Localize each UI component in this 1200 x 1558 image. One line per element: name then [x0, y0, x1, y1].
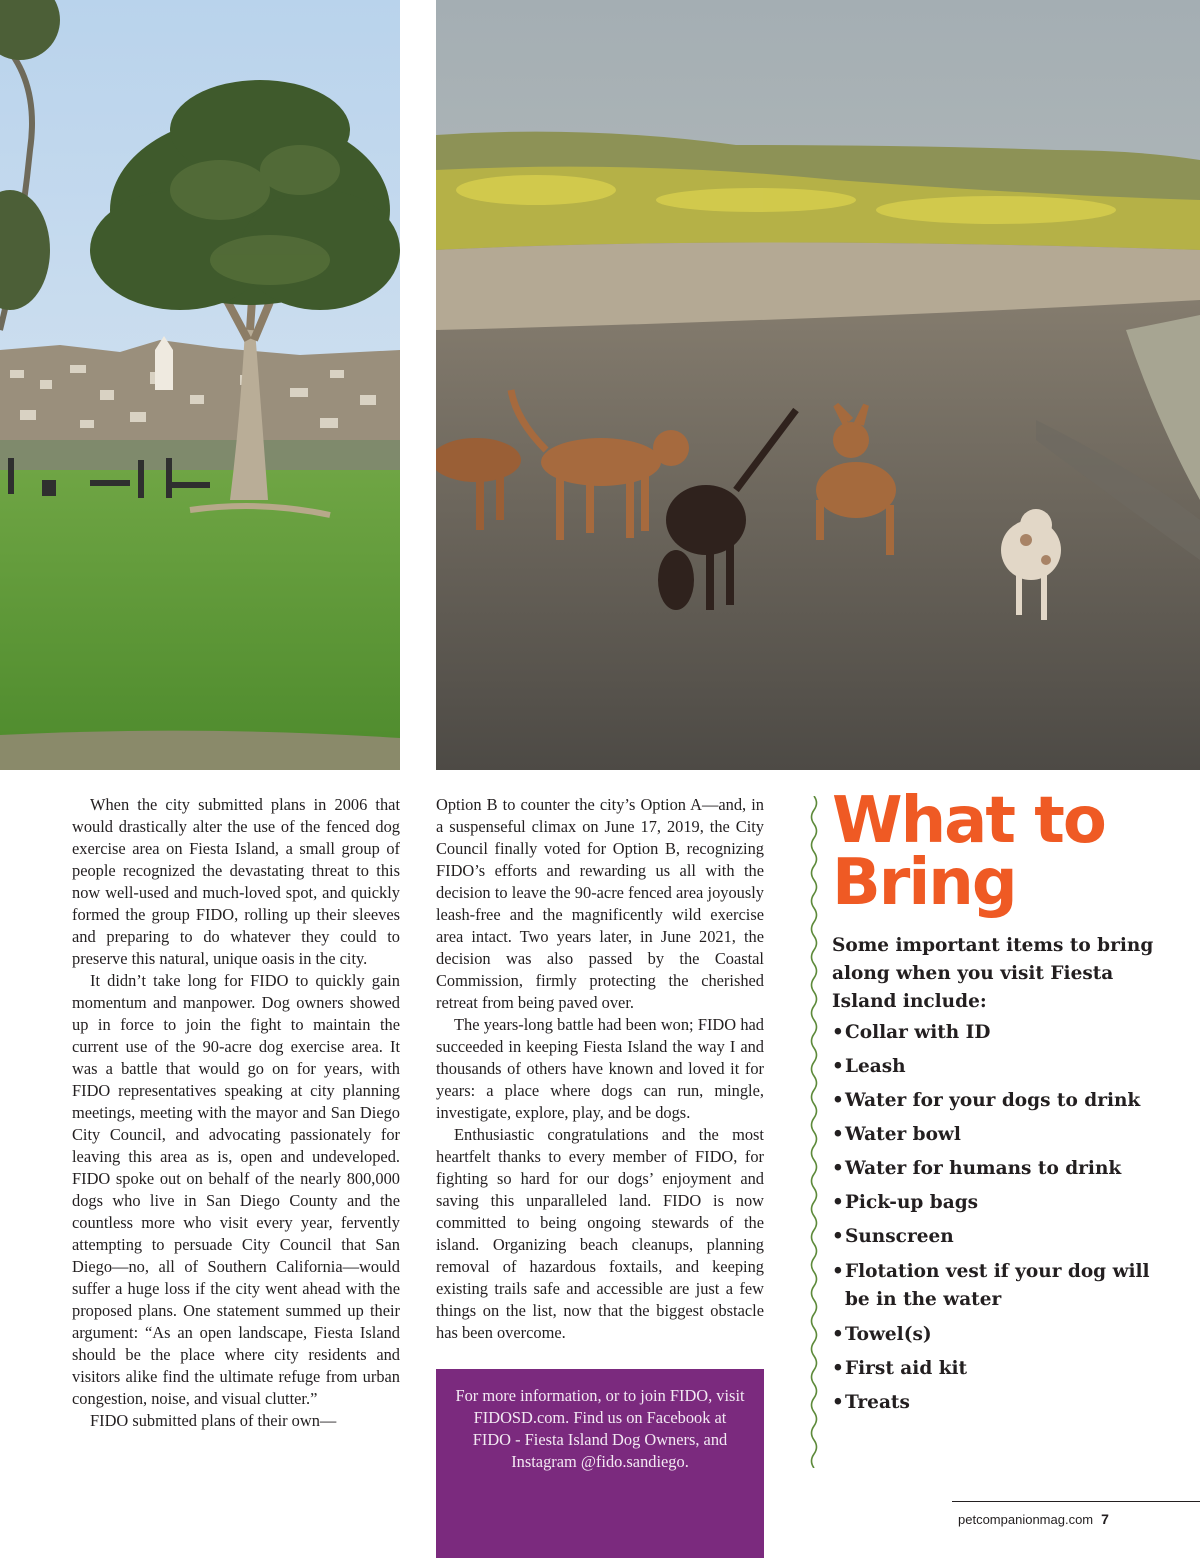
- what-to-bring-intro: Some important items to bring along when you visit Fiesta Island include:: [832, 935, 1154, 1012]
- list-item: • Towel(s): [832, 1322, 1172, 1348]
- article-paragraph: The years-long battle had been won; FIDO had succeeded in keeping Fiesta Island the way I and thousands of others have known and loved it for years: a place where dogs can run, mingle, investigate, explore, play, and be dogs.: [436, 1015, 764, 1122]
- list-item: • Collar with ID: [832, 1020, 1172, 1046]
- list-item: • Pick-up bags: [832, 1190, 1172, 1216]
- list-item: • Treats: [832, 1390, 1172, 1416]
- article-paragraph: Enthusiastic congratulations and the most heartfelt thanks to every member of FIDO, for fighting so hard for our dogs’ enjoyment and saving this unparalleled land. FIDO is now committed to being ongoing stewards of the island. Organizing beach cleanups, planning removal of hazardous foxtails, and keeping existing trails safe and accessible are just a few things on the list, now that the biggest obstacle has been overcome.: [436, 1125, 764, 1342]
- info-box-text: For more information, or to join FIDO, visit FIDOSD.com. Find us on Facebook at FIDO - Fiesta Island Dog Owners, and Instagram @fido.sandiego.: [455, 1386, 745, 1471]
- article-paragraph: Option B to counter the city’s Option A—and, in a suspenseful climax on June 17, 2019, the City Council finally voted for Option B, recognizing FIDO’s efforts and rewarding us all with the decision to leave the 90-acre fenced area joyously leash-free and the magnificently wild exercise area intact. Two years later, in June 2021, the decision was also passed by the Coastal Commission, firmly protecting the cherished retreat from being paved over.: [436, 795, 764, 1012]
- what-to-bring-title: What to Bring: [832, 784, 1105, 920]
- list-item: • Water bowl: [832, 1122, 1172, 1148]
- info-box: [436, 1369, 764, 1558]
- page-number: 7: [1101, 1511, 1109, 1527]
- list-item: • Sunscreen: [832, 1224, 1172, 1250]
- list-item: • Leash: [832, 1054, 1172, 1080]
- list-item: • First aid kit: [832, 1356, 1172, 1382]
- beach-dogs-photo: [436, 0, 1200, 770]
- vine-divider-icon: [806, 796, 822, 1468]
- footer: [958, 1511, 1109, 1527]
- footer-rule: [952, 1501, 1200, 1502]
- article-column-2: [436, 794, 764, 1344]
- what-to-bring-list: [832, 1020, 1172, 1424]
- article-paragraph: When the city submitted plans in 2006 that would drastically alter the use of the fenced dog exercise area on Fiesta Island, a small group of people recognized the devastating threat to this now well-used and much-loved spot, and quickly formed the group FIDO, rolling up their sleeves and preparing to do whatever they could to preserve this natural, unique oasis in the city.: [72, 795, 400, 968]
- article-column-1: [72, 794, 400, 1432]
- list-item: • Water for humans to drink: [832, 1156, 1172, 1182]
- list-item: • Water for your dogs to drink: [832, 1088, 1172, 1114]
- park-photo: [0, 0, 400, 770]
- list-item: • Flotation vest if your dog will be in the water: [832, 1258, 1172, 1314]
- footer-site: petcompanionmag.com: [958, 1512, 1094, 1527]
- article-paragraph: It didn’t take long for FIDO to quickly gain momentum and manpower. Dog owners showed up in force to join the fight to maintain the current use of the 90-acre dog exercise area. It was a battle that would go on for years, with FIDO representatives speaking at city planning meetings, meeting with the mayor and San Diego City Council, and advocating passionately for leaving this area as is, open and undeveloped. FIDO spoke out on behalf of the nearly 800,000 dogs who live in San Diego County and the countless more who visit every year, fervently attempting to persuade City Council that San Diego—no, all of Southern California—would suffer a huge loss if the city went ahead with the proposed plans. One statement summed up their argument: “As an open landscape, Fiesta Island should be the place where city residents and visitors alike find the ultimate refuge from urban congestion, noise, and visual clutter.”: [72, 971, 400, 1408]
- article-paragraph: FIDO submitted plans of their own—: [90, 1411, 337, 1430]
